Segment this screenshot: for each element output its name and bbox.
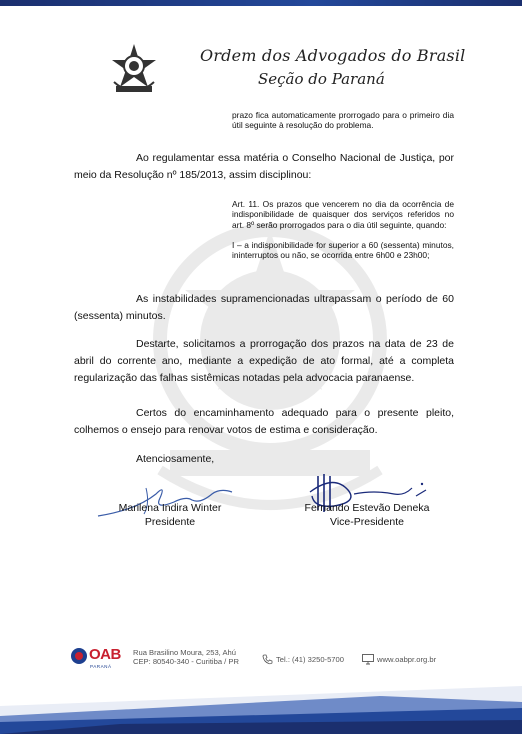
bottom-decorative-band bbox=[0, 686, 522, 734]
signatory-president bbox=[100, 501, 240, 529]
address-line: Rua Brasilino Moura, 253, Ahú bbox=[133, 648, 236, 657]
closing-salutation: Atenciosamente, bbox=[136, 453, 215, 465]
signatory-role: Vice-Presidente bbox=[330, 516, 404, 528]
paragraph-instabilities: As instabilidades supramencionadas ultrapassam o período de 60 (sessenta) minutos. bbox=[74, 293, 454, 322]
phone-icon bbox=[262, 654, 273, 665]
address-line: CEP: 80540-340 - Curitiba / PR bbox=[133, 657, 239, 666]
oab-logo bbox=[70, 644, 120, 674]
signatory-vice-president bbox=[296, 501, 438, 529]
signatory-name: Fernando Estevão Deneka bbox=[304, 502, 430, 514]
footer-phone: Tel.: (41) 3250-5700 bbox=[276, 655, 344, 664]
org-name: Ordem dos Advogados do Brasil bbox=[200, 46, 466, 65]
quote-article: Art. 11. Os prazos que vencerem no dia da ocorrência de indisponibilidade de quaisquer dos serviços referidos no art. 8º serão prorrogados para o dia útil seguinte, quando: bbox=[232, 199, 454, 230]
paragraph-closing-remarks: Certos do encaminhamento adequado para o presente pleito, colhemos o ensejo para renovar votos de estima e consideração. bbox=[74, 407, 454, 436]
footer-website: www.oabpr.org.br bbox=[377, 655, 437, 664]
signatory-role: Presidente bbox=[144, 516, 196, 528]
paragraph-request: Destarte, solicitamos a prorrogação dos prazos na data de 23 de abril do corrente ano, mediante a expedição de ato formal, até a completa regularização das falhas sistêmicas notadas pela advocacia paranaense. bbox=[74, 338, 454, 384]
org-section: Seção do Paraná bbox=[258, 70, 385, 88]
paragraph-cnj: Ao regulamentar essa matéria o Conselho Nacional de Justiça, por meio da Resolução nº 185/2013, assim disciplinou: bbox=[74, 152, 454, 181]
signatory-name: Marilena Indira Winter bbox=[118, 502, 222, 514]
monitor-icon bbox=[362, 654, 374, 665]
oab-logo-subtitle: PARANÁ bbox=[90, 664, 112, 669]
oab-logo-text: OAB bbox=[89, 646, 121, 663]
footer-address bbox=[133, 648, 239, 666]
quote-item: I – a indisponibilidade for superior a 60 (sessenta) minutos, ininterruptos ou não, se ocorrida entre 6h00 e 23h00; bbox=[232, 240, 454, 261]
top-accent-band bbox=[0, 0, 522, 6]
brazil-coat-of-arms-icon bbox=[108, 42, 160, 98]
carryover-text: prazo fica automaticamente prorrogado para o primeiro dia útil seguinte à resolução do problema. bbox=[232, 110, 454, 131]
